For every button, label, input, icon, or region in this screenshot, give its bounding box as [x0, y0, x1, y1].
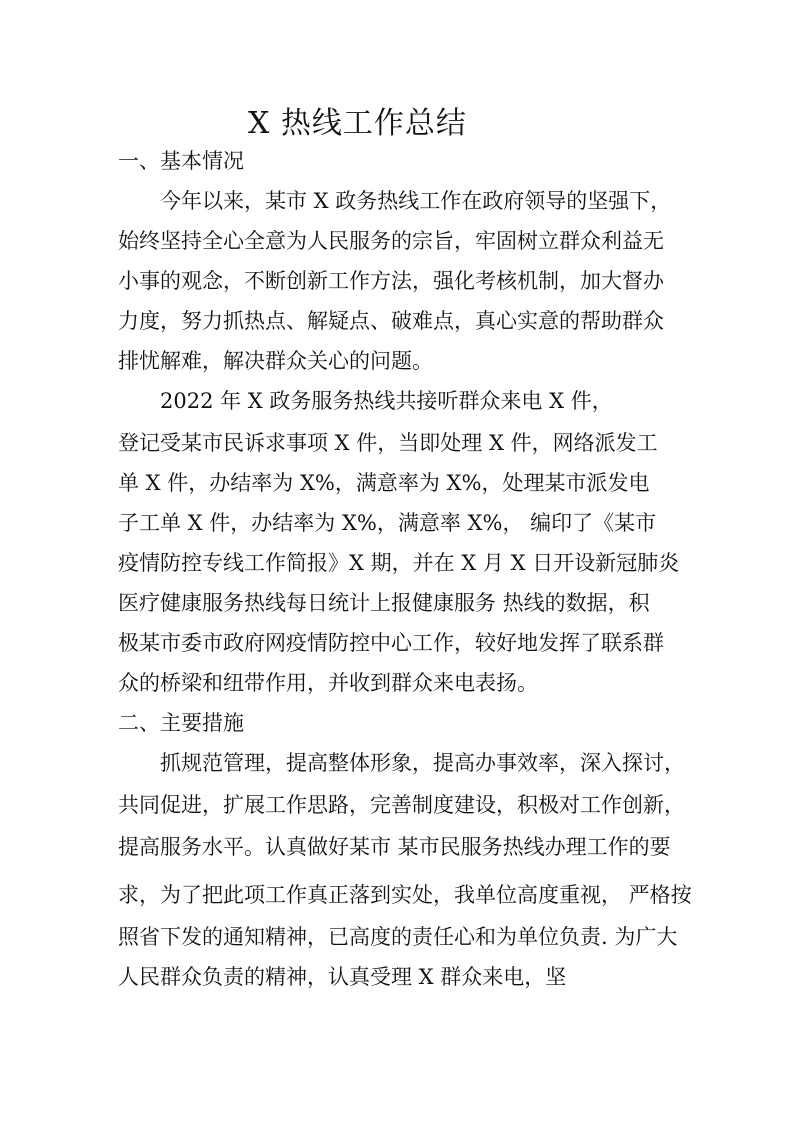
document-title: X 热线工作总结 — [248, 106, 467, 141]
paragraph-line: 排忧解难，解决群众关心的问题。 — [118, 349, 433, 373]
paragraph-line: 小事的观念，不断创新工作方法，强化考核机制，加大督办 — [118, 269, 664, 293]
paragraph-line: 人民群众负责的精神，认真受理 X 群众来电，坚 — [118, 965, 567, 989]
paragraph-line: 求，为了把此项工作真正落到实处，我单位高度重视， 严格按 — [118, 883, 692, 907]
paragraph-line: 抓规范管理，提高整体形象，提高办事效率，深入探讨， — [160, 751, 685, 775]
paragraph-line: 共同促进，扩展工作思路，完善制度建设，积极对工作创新， — [118, 793, 685, 817]
paragraph-line: 单 X 件，办结率为 X%，满意率为 X%，处理某市派发电 — [118, 471, 650, 495]
paragraph-line: 力度，努力抓热点、解疑点、破难点，真心实意的帮助群众 — [118, 309, 664, 333]
paragraph-line: 始终坚持全心全意为人民服务的宗旨，牢固树立群众利益无 — [118, 229, 664, 253]
paragraph-line: 极某市委市政府网疫情防控中心工作，较好地发挥了联系群 — [118, 631, 664, 655]
paragraph-line: 众的桥梁和纽带作用，并收到群众来电表扬。 — [118, 671, 538, 695]
paragraph-line: 医疗健康服务热线每日统计上报健康服务 热线的数据，积 — [118, 591, 650, 615]
section-heading-basic: 一、基本情况 — [118, 149, 244, 173]
paragraph-line: 疫情防控专线工作简报》X 期，并在 X 月 X 日开设新冠肺炎 — [118, 551, 680, 575]
paragraph-line: 提高服务水平。认真做好某市 某市民服务热线办理工作的要 — [118, 835, 671, 859]
paragraph-line: 照省下发的通知精神，已高度的责任心和为单位负责. 为广大 — [118, 925, 678, 949]
paragraph-line: 2022 年 X 政务服务热线共接听群众来电 X 件， — [160, 389, 613, 413]
paragraph-line: 登记受某市民诉求事项 X 件，当即处理 X 件，网络派发工 — [118, 431, 658, 455]
section-heading-measures: 二、主要措施 — [118, 711, 244, 735]
paragraph-line: 子工单 X 件，办结率为 X%，满意率 X%， 编印了《某市 — [118, 511, 657, 535]
paragraph-line: 今年以来，某市 X 政务热线工作在政府领导的坚强下， — [160, 189, 672, 213]
